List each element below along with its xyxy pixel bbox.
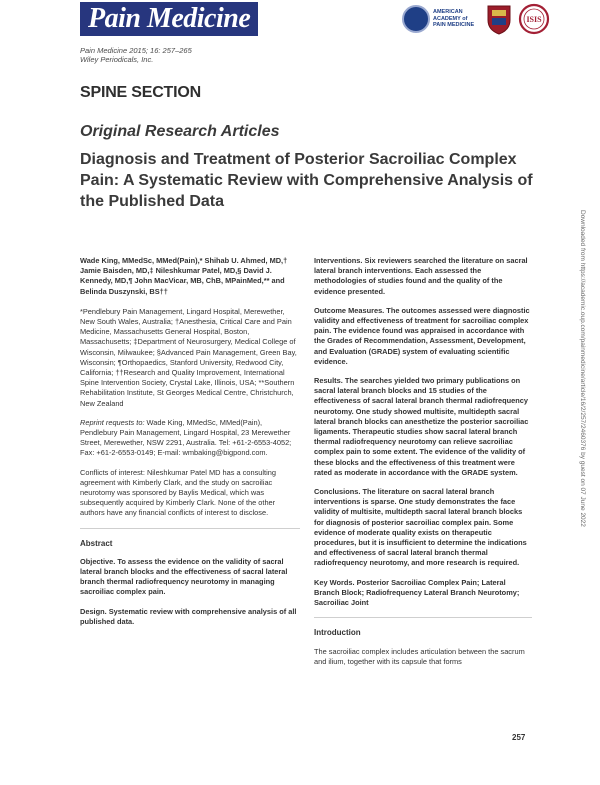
abstract-heading: Abstract	[80, 538, 113, 548]
aapm-logo	[402, 3, 476, 37]
citation	[80, 46, 192, 64]
results-text: The searches yielded two primary publications on sacral lateral branch blocks and 15 studies of the effectiveness of sacral lateral branch thermal radiofrequency neurotomy. One study showed multisite, multidepth sacral lateral branch blocks can anesthetize the posterior sacroiliac ligaments. Therapeutic studies show sacral lateral branch thermal radiofrequency neurotomy can relieve sacroiliac complex pain to some extent. The evidence of the validity of these blocks and the effectiveness of this treatment were rated as moderate in accordance with the GRADE system.	[314, 376, 529, 477]
interventions-text: Six reviewers searched the literature on sacral lateral branch interventions. Each assessed the methodologies of studies found and the quality of the evidence presented.	[314, 256, 528, 296]
citation-line: Pain Medicine 2015; 16: 257–265	[80, 46, 192, 55]
isis-logo	[518, 3, 550, 35]
reprint-requests	[80, 418, 300, 459]
conflicts-of-interest: Conflicts of interest: Nileshkumar Patel MD has a consulting agreement with Kimberly Clark, and the study on sacroiliac neurotomy was sponsored by Baylis Medical, which was subsequently acquired by Kimberly Clark. None of the other authors have any financial conflicts of interest to disclose.	[80, 467, 276, 518]
publisher-line: Wiley Periodicals, Inc.	[80, 55, 154, 64]
outcome-text: The outcomes assessed were diagnostic validity and effectiveness of treatment for sacroiliac complex pain. The evidence found was appraised in accordance with the Grades of Recommendation, Assessment, Development, and Evaluation (GRADE) system of evaluating scientific evidence.	[314, 305, 530, 366]
download-note-text: Downloaded from https://academic.oup.com/painmedicine/article/16/2/257/2460376 by guest on 07 June 2022	[579, 210, 586, 527]
aapm-seal-icon	[402, 5, 430, 33]
keywords-label: Key Words.	[314, 577, 355, 587]
divider	[80, 528, 300, 529]
abstract-keywords	[314, 578, 532, 609]
article-type: Original Research Articles	[80, 123, 280, 140]
author-list: Wade King, MMedSc, MMed(Pain),* Shihab U. Ahmed, MD,† Jamie Baisden, MD,‡ Nileshkumar Patel, MD,§ David J. Kennedy, MD,¶ John MacVicar, MB, ChB, MPainMed,** and Belinda Duszynski, BS††	[80, 256, 288, 296]
abstract-outcome-measures	[314, 306, 532, 367]
reprint-label: Reprint requests to:	[80, 417, 145, 427]
page-number: 257	[512, 733, 526, 742]
isis-logo-text: ISIS	[526, 15, 542, 24]
divider	[314, 617, 532, 618]
keywords-text: Posterior Sacroiliac Complex Pain; Lateral Branch Block; Radiofrequency Lateral Branch Neurotomy; Sacroiliac Joint	[314, 577, 520, 608]
design-text: Systematic review with comprehensive analysis of all published data.	[80, 606, 297, 626]
objective-text: To assess the evidence on the validity of sacral lateral branch blocks and the effectiveness of sacral lateral branch thermal radiofrequency neurotomy in managing sacroiliac complex pain.	[80, 556, 288, 597]
conclusions-label: Conclusions.	[314, 487, 361, 497]
introduction-heading: Introduction	[314, 628, 361, 638]
objective-label: Objective.	[80, 556, 116, 566]
masthead	[80, 0, 542, 40]
journal-logo[interactable]: Pain Medicine	[80, 2, 258, 36]
affiliations: *Pendlebury Pain Management, Lingard Hospital, Merewether, New South Wales, Australia; †Anesthesia, Critical Care and Pain Medicine, Massachusetts General Hospital, Boston, Massachusetts; ‡Department of Neurosurgery, Medical College of Wisconsin, Milwaukee; §Advanced Pain Management, Green Bay, Wisconsin; ¶Orthopaedics, Stanford University, Redwood City, California; ††Research and Quality Improvement, International Spine Intervention Society, Crystal Lake, Illinois, USA; **Southern Rehabilitation Institute, St Georges Medical Centre, Christchurch, New Zealand	[80, 306, 297, 408]
download-note	[578, 210, 586, 630]
abstract-results	[314, 376, 532, 478]
conclusions-text: The literature on sacral lateral branch interventions is sparse. One study demonstrates the face validity of multisite, multidepth sacral lateral branch blocks for diagnosis of posterior sacroiliac complex pain. Some evidence of moderate quality exists on therapeutic procedures, but it is insufficient to determine the indications and effectiveness of sacral lateral branch thermal radiofrequency neurotomy, and more research is required.	[314, 487, 527, 568]
introduction-text: The sacroiliac complex includes articulation between the sacrum and ilium, together with its capsule that forms	[314, 646, 525, 666]
society-crest-icon	[484, 2, 514, 36]
abstract-design	[80, 607, 300, 627]
interventions-label: Interventions.	[314, 256, 363, 265]
design-label: Design.	[80, 606, 107, 616]
article-title: Diagnosis and Treatment of Posterior Sacroiliac Complex Pain: A Systematic Review with Comprehensive Analysis of the Published Data	[80, 151, 533, 210]
right-column	[314, 256, 532, 667]
reprint-text: Wade King, MMedSc, MMed(Pain), Pendlebury Pain Management, Lingard Hospital, 23 Merewether Street, Merewether, NSW 2291, Australia. Tel: +61-2-6553-4052; Fax: +61-2-6553-0149; E-mail: wmbaking@bigpond.com.	[80, 417, 292, 458]
abstract-conclusions	[314, 487, 532, 569]
outcome-label: Outcome Measures.	[314, 305, 385, 315]
abstract-objective	[80, 557, 300, 598]
aapm-logo-text: AMERICAN ACADEMY of PAIN MEDICINE	[433, 9, 475, 28]
section-heading: SPINE SECTION	[80, 84, 201, 101]
left-column	[80, 256, 300, 636]
abstract-interventions	[314, 256, 532, 297]
results-label: Results.	[314, 376, 343, 386]
